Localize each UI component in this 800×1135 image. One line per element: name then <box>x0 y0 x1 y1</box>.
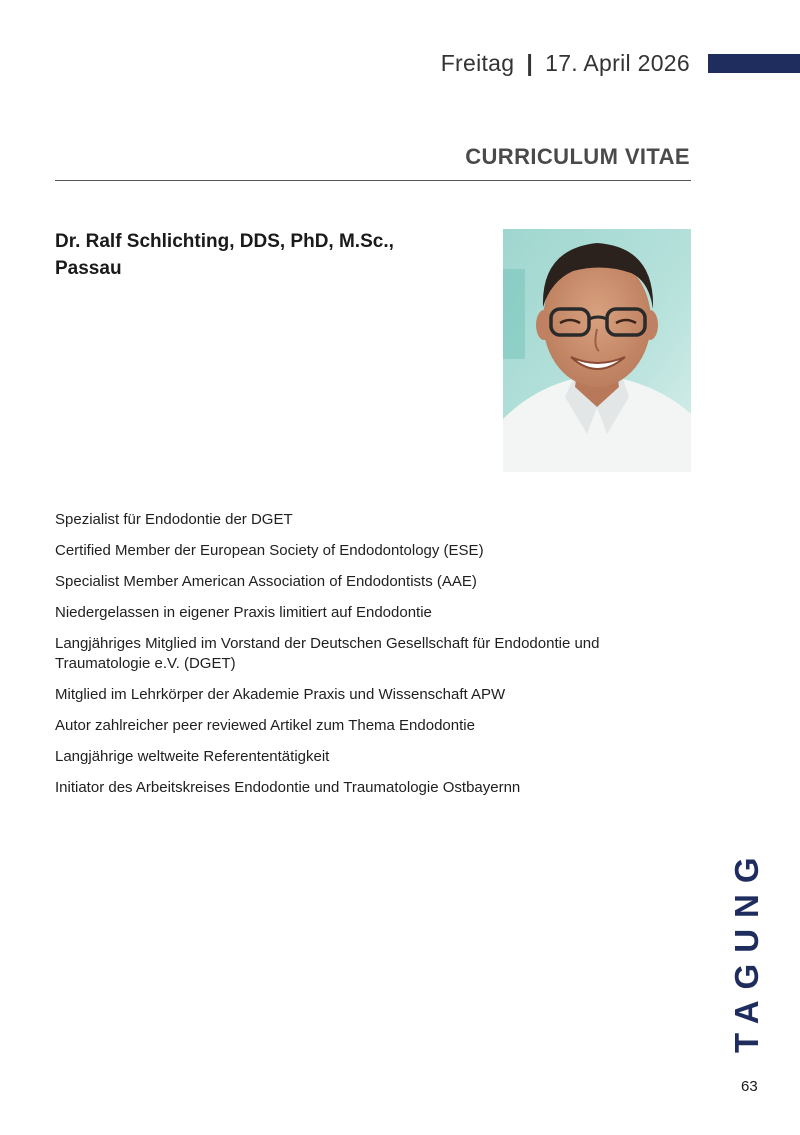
cv-item: Autor zahlreicher peer reviewed Artikel zum Thema Endodontie <box>55 717 475 734</box>
header-accent-bar <box>708 54 800 73</box>
cv-list <box>55 510 675 809</box>
portrait-photo <box>503 229 691 472</box>
cv-item: Mitglied im Lehrkörper der Akademie Praxis und Wissenschaft APW <box>55 686 506 703</box>
page-number: 63 <box>741 1078 758 1095</box>
cv-item: Spezialist für Endodontie der DGET <box>55 511 293 528</box>
side-section-label: TAGUNG <box>728 846 765 1053</box>
section-title: CURRICULUM VITAE <box>465 144 690 169</box>
person-name-line1: Dr. Ralf Schlichting, DDS, PhD, M.Sc., <box>55 231 394 252</box>
person-name <box>55 228 475 282</box>
header-separator: | <box>526 50 534 76</box>
title-divider <box>55 180 691 181</box>
cv-item: Langjährige weltweite Referententätigkeit <box>55 748 330 765</box>
cv-item: Initiator des Arbeitskreises Endodontie und Traumatologie Ostbayernn <box>55 779 521 796</box>
cv-item: Langjähriges Mitglied im Vorstand der Deutschen Gesellschaft für Endodontie und Traumatologie e.V. (DGET) <box>55 635 600 672</box>
cv-item: Niedergelassen in eigener Praxis limitiert auf Endodontie <box>55 604 432 621</box>
header-date-value: 17. April 2026 <box>545 50 690 76</box>
person-name-line2: Passau <box>55 258 122 279</box>
header-date <box>441 50 690 77</box>
cv-item: Certified Member der European Society of Endodontology (ESE) <box>55 542 484 559</box>
cv-item: Specialist Member American Association of Endodontists (AAE) <box>55 573 477 590</box>
header-day: Freitag <box>440 50 515 76</box>
